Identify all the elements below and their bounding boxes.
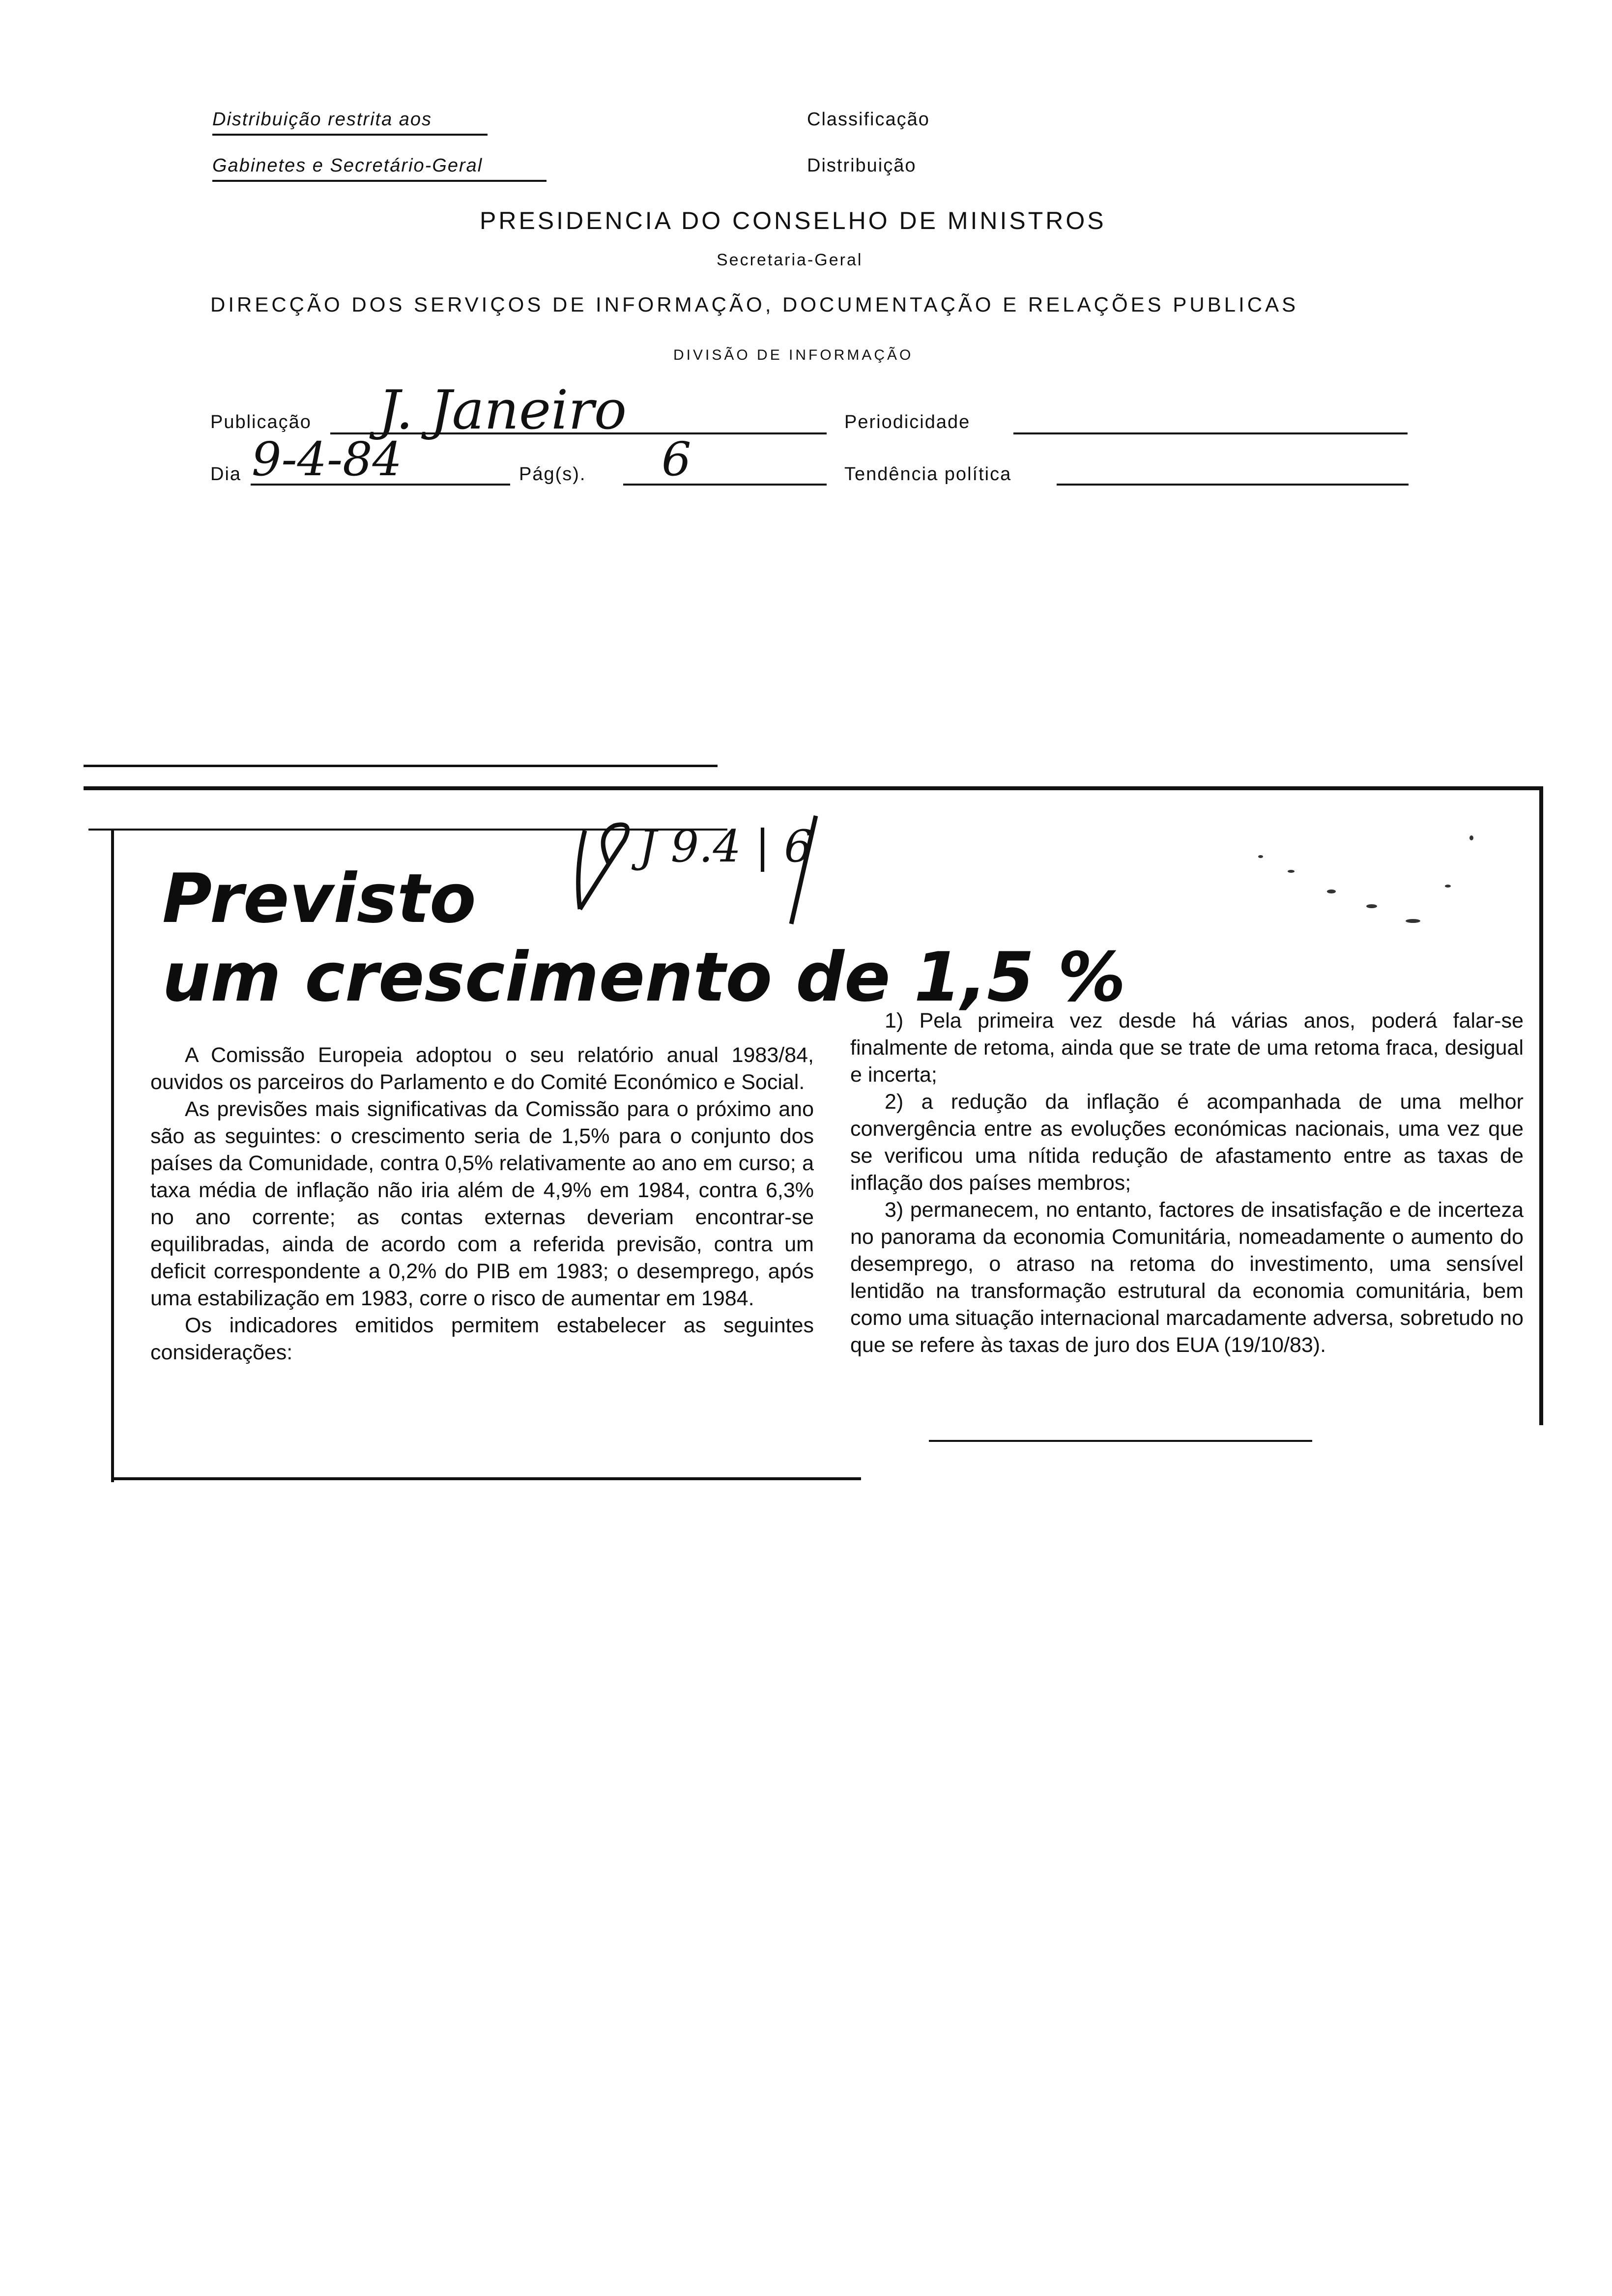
directorate-label: DIRECÇÃO DOS SERVIÇOS DE INFORMAÇÃO, DOCUMENTAÇÃO E RELAÇÕES PUBLICAS [210,293,1299,316]
paragraph: A Comissão Europeia adoptou o seu relatório anual 1983/84, ouvidos os parceiros do Parlamento e do Comité Económico e Social. [150,1043,814,1094]
paragraph: As previsões mais significativas da Comissão para o próximo ano são as seguintes: o crescimento seria de 1,5% para o conjunto dos países da Comunidade, contra 0,5% relativamente ao ano em curso; a taxa média de inflação não iria além de 4,9% em 1984, contra 6,3% no ano corrente; as contas externas deveriam encontrar-se equilibradas, ainda de acordo com a referida previsão, contra um deficit correspondente a 0,2% do PIB em 1983; o desemprego, após uma estabilização em 1983, corre o risco de aumentar em 1984. [150,1097,814,1310]
noise-speck [1327,890,1336,893]
pages-value: 6 [662,432,691,487]
classification-label: Classificação [807,109,930,130]
paragraph: 2) a redução da inflação é acompanhada de uma melhor convergência entre as evoluções económicas nacionais, uma vez que se verificou uma nítida redução de afastamento entre as taxas de inflação dos países membros; [850,1090,1524,1195]
paragraph: 1) Pela primeira vez desde há várias anos, poderá falar-se finalmente de retoma, ainda que se trate de uma retoma fraca, desigual e incerta; [850,1009,1524,1087]
noise-speck [1288,870,1295,873]
noise-speck [1406,919,1420,923]
publication-label: Publicação [210,412,312,432]
day-value: 9-4-84 [252,432,402,487]
pages-line [623,484,827,486]
stamp-text: J 9.4 | 6 [639,821,812,872]
divider [212,134,488,136]
pages-label: Pág(s). [519,464,586,485]
secretariat-label: Secretaria-Geral [717,251,863,269]
distribution-restricted-label: Distribuição restrita aos [212,109,432,130]
political-tendency-line [1057,484,1409,486]
periodicity-label: Periodicidade [844,412,971,432]
distribution-label: Distribuição [807,155,917,176]
clipping-frame-bottom [114,1477,861,1480]
noise-speck [1366,904,1377,908]
clipping-frame-left [111,829,114,1482]
article-left-column [150,1042,814,1366]
divider [212,180,547,182]
publication-value: J. Janeiro [378,378,627,441]
article-right-column [850,1007,1524,1359]
paragraph: Os indicadores emitidos permitem estabelecer as seguintes considerações: [150,1314,814,1364]
clipping-top-rule [84,765,718,767]
division-label: DIVISÃO DE INFORMAÇÃO [673,347,914,363]
noise-speck [1469,835,1473,840]
presidency-title: PRESIDENCIA DO CONSELHO DE MINISTROS [480,207,1106,234]
stamp-mark [560,811,894,929]
clipping-frame-right [1539,786,1543,1425]
periodicity-line [1013,432,1408,434]
headline-line-2: um crescimento de 1,5 % [162,938,1126,1017]
cabinets-label: Gabinetes e Secretário-Geral [212,155,483,176]
political-tendency-label: Tendência política [844,464,1012,485]
noise-speck [1445,885,1451,888]
noise-speck [1258,855,1263,858]
paragraph: 3) permanecem, no entanto, factores de insatisfação e de incerteza no panorama da economia Comunitária, nomeadamente o aumento do desemprego, o atraso na retoma do investimento, uma sensível lentidão na transformação estrutural da economia comunitária, bem como uma situação internacional marcadamente adversa, sobretudo no que se refere às taxas de juro dos EUA (19/10/83). [850,1198,1524,1357]
clipping-frame-top [84,786,1543,790]
headline-line-1: Previsto [162,859,476,938]
article-end-rule [929,1440,1312,1442]
day-label: Dia [210,464,242,485]
